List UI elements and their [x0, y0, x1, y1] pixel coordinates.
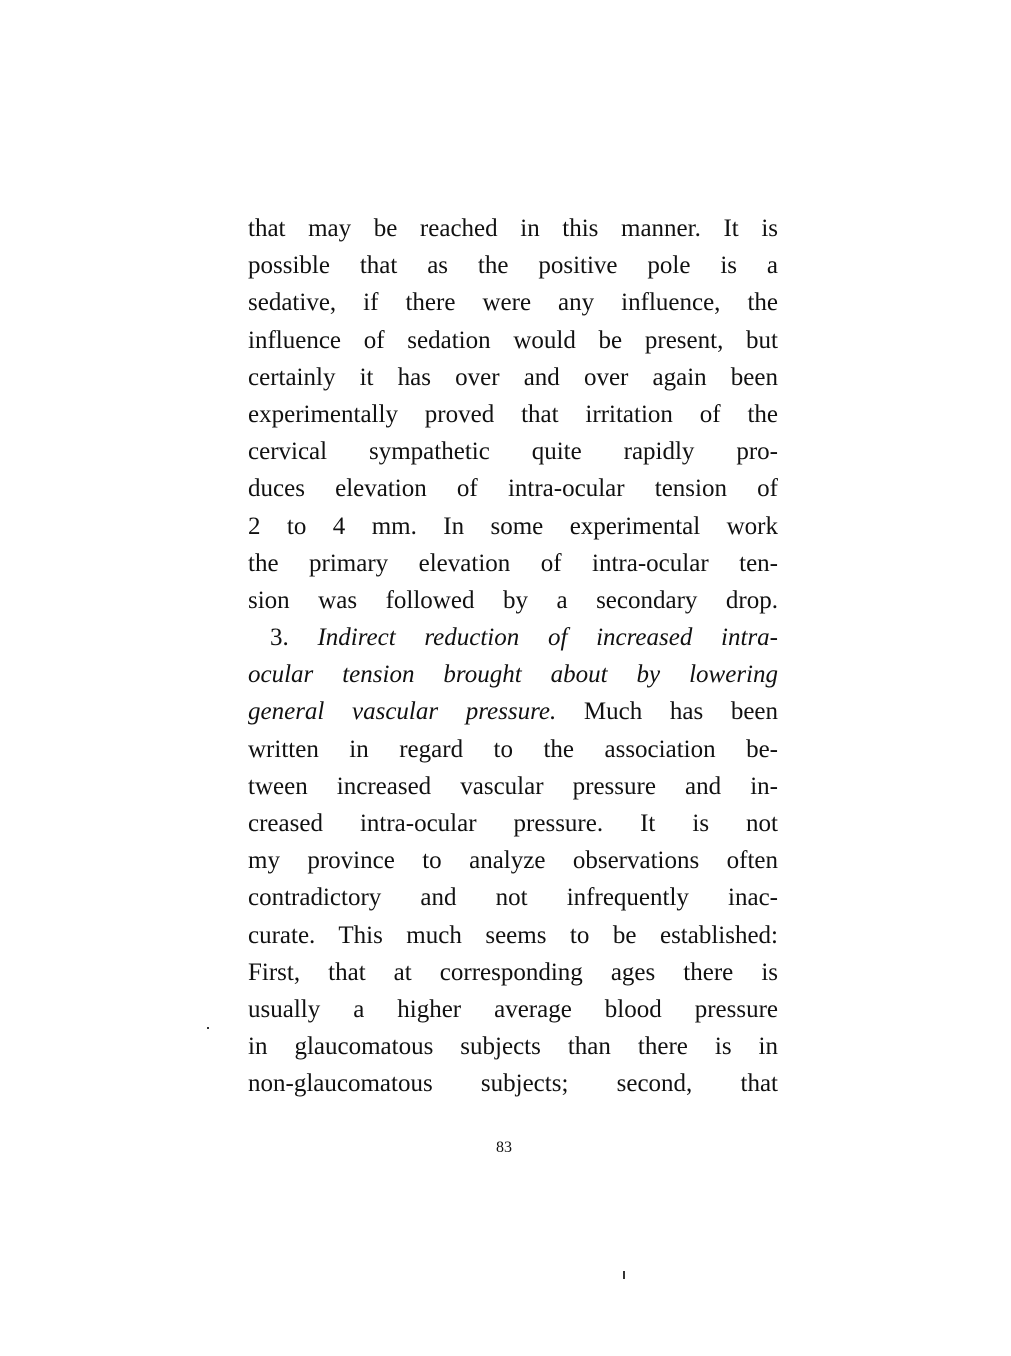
section-number: 3. [270, 624, 289, 652]
text-line: contradictory and not infrequently inac- [248, 884, 778, 912]
text-line: the primary elevation of intra-ocular ten- [248, 549, 778, 577]
text-line: cervical sympathetic quite rapidly pro- [248, 438, 778, 466]
body-text [248, 210, 778, 1103]
text-line: possible that as the positive pole is a [248, 252, 778, 280]
section-line-3-rest: Much has been [583, 698, 779, 726]
text-line: non-glaucomatous subjects; second, that [248, 1070, 778, 1098]
text-line: First, that at corresponding ages there is [248, 958, 778, 986]
text-line: 2 to 4 mm. In some experimental work [248, 512, 778, 540]
text-line: influence of sedation would be present, but [248, 326, 778, 354]
text-line: usually a higher average blood pressure [248, 995, 778, 1023]
text-line: written in regard to the association be- [248, 735, 778, 763]
page-number: 83 [496, 1139, 512, 1156]
section-title-part-2: ocular tension brought about by lowering [248, 661, 778, 689]
scan-speck [207, 1027, 209, 1029]
section-heading-line-3 [248, 693, 778, 730]
scan-speck [623, 1271, 625, 1279]
text-line: in glaucomatous subjects than there is in [248, 1033, 778, 1061]
section-title-part-3: general vascular pressure. [248, 698, 557, 726]
text-line: creased intra-ocular pressure. It is not [248, 810, 778, 837]
text-line: sion was followed by a secondary drop. [248, 586, 778, 614]
text-line: experimentally proved that irritation of the [248, 400, 778, 428]
text-line: duces elevation of intra-ocular tension of [248, 475, 778, 503]
section-title-part-1: Indirect reduction of increased intra- [317, 624, 778, 652]
text-line: that may be reached in this manner. It is [248, 215, 778, 242]
text-line: curate. This much seems to be established: [248, 921, 778, 949]
text-line: certainly it has over and over again been [248, 363, 778, 391]
text-line: sedative, if there were any influence, the [248, 289, 778, 317]
section-heading-line-1 [248, 619, 778, 656]
text-line: my province to analyze observations often [248, 847, 778, 875]
text-line: tween increased vascular pressure and in- [248, 772, 778, 800]
